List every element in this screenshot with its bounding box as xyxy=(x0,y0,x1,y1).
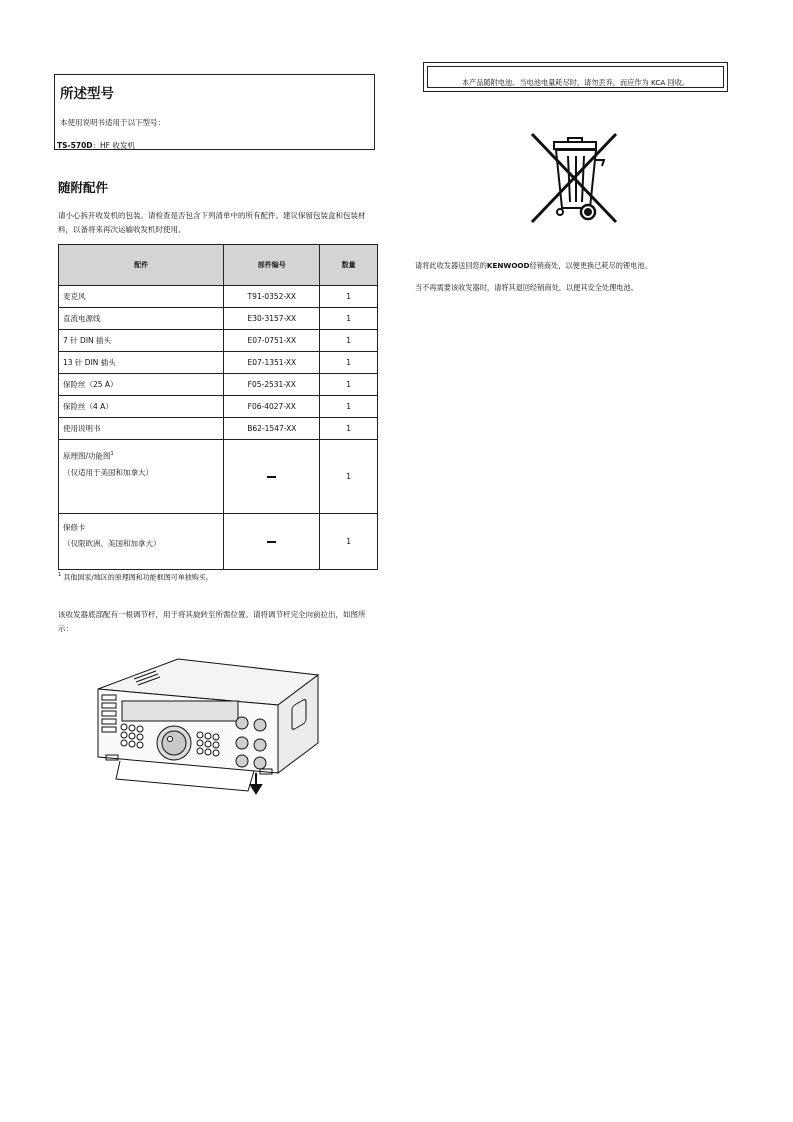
quantity: 1 xyxy=(320,308,378,330)
footnote xyxy=(58,572,213,582)
quantity: 1 xyxy=(320,374,378,396)
quantity: 1 xyxy=(320,440,378,514)
dash-mark xyxy=(267,541,276,543)
table-row-schematic xyxy=(59,440,378,514)
part-number: B62-1547-XX xyxy=(224,418,320,440)
battery-notice: 本产品随附电池。当电池电量耗尽时，请勿丢弃，而应作为 KCA 回收。 xyxy=(461,78,690,87)
warranty-note: （仅限欧洲、美国和加拿大） xyxy=(63,539,161,548)
schematic-label: 原理图/功能图 xyxy=(63,451,111,461)
quantity: 1 xyxy=(320,396,378,418)
model-description: 本使用说明书适用于以下型号： xyxy=(60,118,165,127)
accessory-name: 7 针 DIN 插头 xyxy=(59,330,224,352)
weee-crossed-bin-icon xyxy=(530,130,620,226)
accessory-name: 13 针 DIN 插头 xyxy=(59,352,224,374)
part-number: T91-0352-XX xyxy=(224,286,320,308)
table-row xyxy=(59,396,378,418)
accessories-table xyxy=(58,244,378,570)
accessory-name xyxy=(59,514,224,570)
table-row xyxy=(59,374,378,396)
table-row xyxy=(59,418,378,440)
kenwood-notice-before: 请将此收发器送回您的 xyxy=(415,261,487,270)
accessory-name: 使用说明书 xyxy=(59,418,224,440)
table-row xyxy=(59,286,378,308)
accessory-name: 直流电源线 xyxy=(59,308,224,330)
model-type: HF 收发机 xyxy=(100,141,135,150)
model-name: TS-570D xyxy=(57,141,93,150)
part-number: E30-3157-XX xyxy=(224,308,320,330)
accessory-name: 麦克风 xyxy=(59,286,224,308)
quantity: 1 xyxy=(320,286,378,308)
part-number: F06-4027-XX xyxy=(224,396,320,418)
model-separator: ： xyxy=(92,141,101,150)
kenwood-notice-after: 经销商处，以便更换已耗尽的锂电池。 xyxy=(529,261,652,270)
part-number-dash xyxy=(224,440,320,514)
header-part-number: 部件编号 xyxy=(224,245,320,286)
part-number-dash xyxy=(224,514,320,570)
warranty-label: 保修卡 xyxy=(63,523,86,532)
quantity: 1 xyxy=(320,352,378,374)
header-accessory: 配件 xyxy=(59,245,224,286)
table-row-warranty xyxy=(59,514,378,570)
accessory-name: 保险丝（4 A） xyxy=(59,396,224,418)
footnote-mark: 1 xyxy=(58,572,62,578)
accessories-intro: 请小心拆开收发机的包装。请检查是否包含下列清单中的所有配件。建议保留包装盒和包装材料，以备将来再次运输收发机时使用。 xyxy=(58,211,366,234)
dash-mark xyxy=(267,476,276,478)
disposal-notice: 当不再需要该收发器时，请将其退回经销商处，以便其安全处理电池。 xyxy=(415,283,638,292)
header-quantity: 数量 xyxy=(320,245,378,286)
part-number: E07-0751-XX xyxy=(224,330,320,352)
kenwood-return-notice xyxy=(415,261,652,271)
footnote-ref: 1 xyxy=(110,451,114,457)
quantity: 1 xyxy=(320,418,378,440)
accessory-name: 保险丝（25 A） xyxy=(59,374,224,396)
model-line xyxy=(57,140,135,151)
quantity: 1 xyxy=(320,514,378,570)
table-row xyxy=(59,330,378,352)
accessories-title: 随附配件 xyxy=(58,180,109,195)
part-number: E07-1351-XX xyxy=(224,352,320,374)
table-header-row xyxy=(59,245,378,286)
schematic-note: （仅适用于美国和加拿大） xyxy=(63,467,153,477)
footnote-text: 其他国家/地区的原理图和功能框图可单独购买。 xyxy=(63,573,213,582)
table-row xyxy=(59,352,378,374)
accessory-name xyxy=(59,440,224,514)
quantity: 1 xyxy=(320,330,378,352)
transceiver-illustration xyxy=(92,655,332,795)
model-section-title: 所述型号 xyxy=(60,86,114,102)
lever-instructions: 该收发器底部配有一根调节杆，用于将其旋转至所需位置。请将调节杆完全向前拉出，如图所示： xyxy=(58,610,366,633)
part-number: F05-2531-XX xyxy=(224,374,320,396)
table-row xyxy=(59,308,378,330)
brand-name: KENWOOD xyxy=(486,261,530,270)
